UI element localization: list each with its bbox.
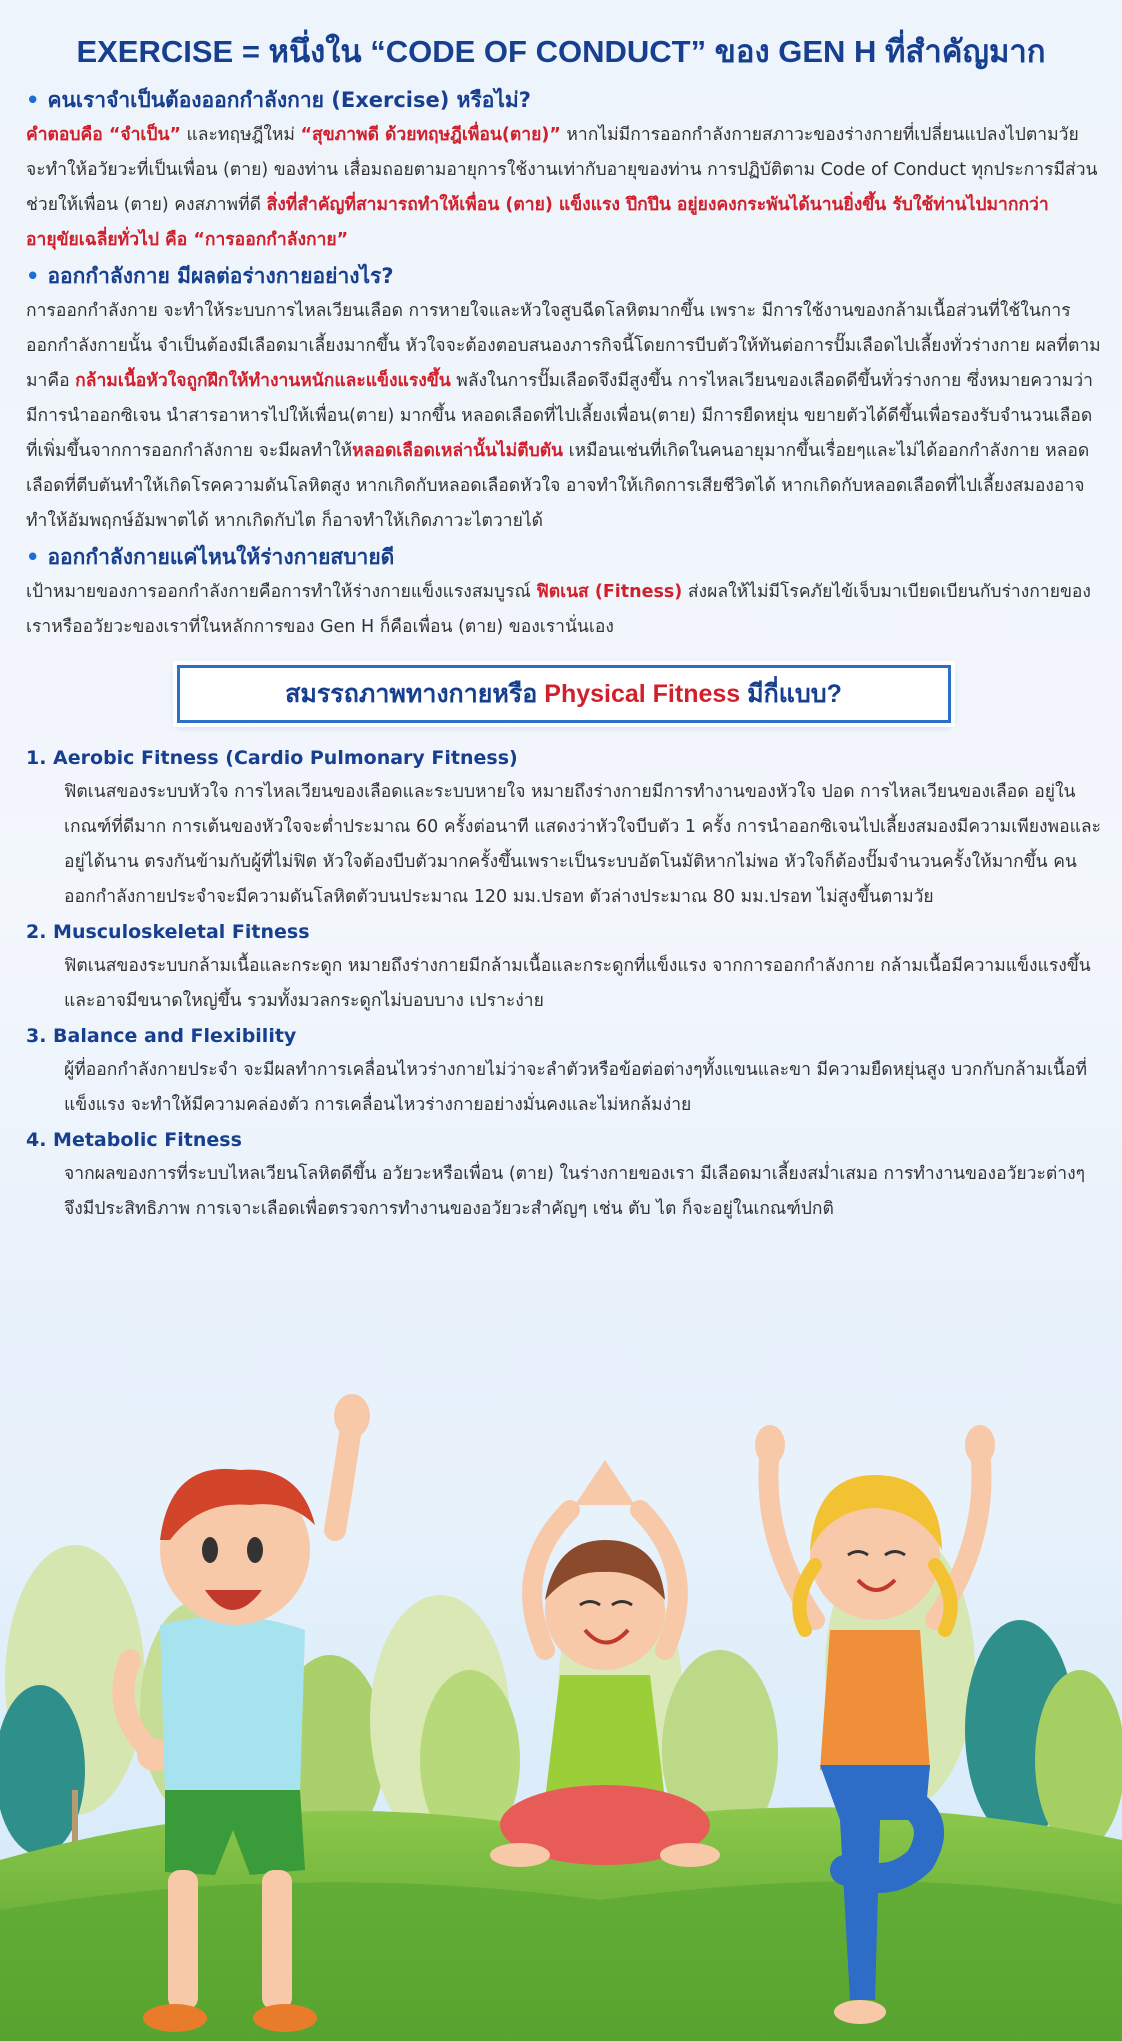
section-heading-how-much: [26, 539, 1101, 575]
highlight-heart-muscle: กล้ามเนื้อหัวใจถูกฝึกให้ทำงานหนักและแข็งแรงขึ้น: [75, 371, 451, 391]
highlight-vessels: หลอดเลือดเหล่านั้นไม่ตีบตัน: [352, 441, 564, 461]
section-heading-effects: [26, 258, 1101, 294]
fitness-type-text: ฟิตเนสของระบบกล้ามเนื้อและกระดูก หมายถึงร่างกายมีกล้ามเนื้อและกระดูกที่แข็งแรง จากการออกกำลังกาย กล้ามเนื้อมีความแข็งแรงขึ้นและอาจมีขนาดใหญ่ขึ้น รวมทั้งมวลกระดูกไม่บอบบาง เปราะง่าย: [64, 956, 1091, 1011]
text-run: และทฤษฎีใหม่: [180, 125, 301, 145]
text-run: เป้าหมายของการออกกำลังกายคือการทำให้ร่างกายแข็งแรงสมบูรณ์: [26, 582, 537, 602]
highlight-key-point: สิ่งที่สำคัญที่สามารถทำให้เพื่อน (ตาย) แข็งแรง ปึกปึน อยู่ยงคงกระพันได้นานยิ่งขึ้น รับใช้ท่านไปมากกว่าอายุขัยเฉลี่ยทั่วไป คือ “การออกกำลังกาย”: [26, 195, 1049, 250]
heading-text: ออกกำลังกายแค่ไหนให้ร่างกายสบายดี: [47, 545, 395, 569]
section-paragraph-how-much: [26, 575, 1101, 645]
fitness-type-text: จากผลของการที่ระบบไหลเวียนโลหิตดีขึ้น อวัยวะหรือเพื่อน (ตาย) ในร่างกายของเรา มีเลือดมาเลี้ยงสม่ำเสมอ การทำงานของอวัยวะต่างๆจึงมีประสิทธิภาพ การเจาะเลือดเพื่อตรวจการทำงานของอวัยวะสำคัญๆ เช่น ตับ ไต ก็จะอยู่ในเกณฑ์ปกติ: [64, 1164, 1086, 1219]
heading-text: ออกกำลังกาย มีผลต่อร่างกายอย่างไร?: [47, 264, 394, 288]
section-paragraph-need-exercise: [26, 118, 1101, 258]
fitness-type-title: 2. Musculoskeletal Fitness: [26, 921, 310, 943]
fitness-type-title: 4. Metabolic Fitness: [26, 1129, 242, 1151]
box-text: สมรรถภาพทางกายหรือ: [285, 680, 545, 708]
highlight-answer: คำตอบคือ “จำเป็น”: [26, 125, 181, 145]
heading-text: คนเราจำเป็นต้องออกกำลังกาย (Exercise) หรือไม่?: [47, 88, 531, 112]
bullet-dot-icon: •: [26, 545, 40, 569]
fitness-type-title: 1. Aerobic Fitness (Cardio Pulmonary Fitness): [26, 747, 518, 769]
bullet-dot-icon: •: [26, 88, 40, 112]
page-title: EXERCISE = หนึ่งใน “CODE OF CONDUCT” ของ GEN H ที่สำคัญมาก: [76, 34, 1046, 69]
section-heading-need-exercise: [26, 82, 1101, 118]
article-body: [26, 82, 1101, 1227]
bullet-dot-icon: •: [26, 264, 40, 288]
physical-fitness-box: [177, 665, 951, 723]
fitness-type-text: ฟิตเนสของระบบหัวใจ การไหลเวียนของเลือดและระบบหายใจ หมายถึงร่างกายมีการทำงานของหัวใจ ปอด การไหลเวียนของเลือด อยู่ในเกณฑ์ที่ดีมาก การเต้นของหัวใจจะต่ำประมาณ 60 ครั้งต่อนาที แสดงว่าหัวใจบีบตัว 1 ครั้ง การนำออกซิเจนไปเลี้ยงสมองมีความเพียงพอและอยู่ได้นาน ตรงกันข้ามกับผู้ที่ไม่ฟิต หัวใจต้องบีบตัวมากครั้งขึ้นเพราะเป็นระบบอัตโนมัติหากไม่พอ หัวใจก็ต้องปั๊มจำนวนครั้งให้มากขึ้น คนออกกำลังกายประจำจะมีความดันโลหิตตัวบนประมาณ 120 มม.ปรอท ตัวล่างประมาณ 80 มม.ปรอท ไม่สูงขึ้นตามวัย: [64, 782, 1101, 907]
highlight-fitness: ฟิตเนส (Fitness): [536, 582, 683, 602]
highlight-theory: “สุขภาพดี ด้วยทฤษฎีเพื่อน(ตาย)”: [300, 125, 561, 145]
kids-exercising-illustration: [0, 1390, 1122, 2041]
text-run: พลังในการปั๊มเลือดจึงมีสูงขึ้น การไหลเวียนของเลือดดีขึ้นทั่วร่างกาย ซึ่งหมายความว่ามีการนำออกซิเจน นำสารอาหารไปให้เพื่อน(ตาย) มากขึ้น หลอดเลือดที่ไปเลี้ยงเพื่อน(ตาย) มีการยืดหยุ่น ขยายตัวได้ดีขึ้นเพื่อรองรับจำนวนเลือดที่เพิ่มขึ้นจากการออกกำลังกาย จะมีผลทำให้: [26, 371, 1093, 461]
text-run: ส่งผลให้ไม่มีโรคภัยไข้เจ็บมาเบียดเบียนกับร่างกายของเราหรืออวัยวะของเราที่ในหลักการของ Gen H ก็คือเพื่อน (ตาย) ของเรานั่นเอง: [26, 582, 1091, 637]
fitness-type-text: ผู้ที่ออกกำลังกายประจำ จะมีผลทำการเคลื่อนไหวร่างกายไม่ว่าจะลำตัวหรือข้อต่อต่างๆทั้งแขนและขา มีความยืดหยุ่นสูง บวกกับกล้ามเนื้อที่แข็งแรง จะทำให้มีความคล่องตัว การเคลื่อนไหวร่างกายอย่างมั่นคงและไม่หกล้มง่าย: [64, 1060, 1088, 1115]
fitness-type-list: [26, 741, 1101, 1227]
fitness-type-title: 3. Balance and Flexibility: [26, 1025, 297, 1047]
section-paragraph-effects: [26, 294, 1101, 539]
text-run: หากไม่มีการออกกำลังกายสภาวะของร่างกายที่เปลี่ยนแปลงไปตามวัย จะทำให้อวัยวะที่เป็นเพื่อน (ตาย) ของท่าน เสื่อมถอยตามอายุการใช้งานเท่ากับอายุของท่าน การปฏิบัติตาม Code of Conduct ทุกประการมีส่วนช่วยให้เพื่อน (ตาย) คงสภาพที่ดี: [26, 125, 1098, 215]
box-text: มีกี่แบบ?: [740, 680, 842, 708]
text-run: เหมือนเช่นที่เกิดในคนอายุมากขึ้นเรื่อยๆและไม่ได้ออกกำลังกาย หลอดเลือดที่ตีบตันทำให้เกิดโรคความดันโลหิตสูง หากเกิดกับหลอดเลือดหัวใจ อาจทำให้เกิดการเสียชีวิตได้ หากเกิดกับหลอดเลือดที่ไปเลี้ยงสมองอาจทำให้อัมพฤกษ์อัมพาตได้ หากเกิดกับไต ก็อาจทำให้เกิดภาวะไตวายได้: [26, 441, 1090, 531]
box-highlight: Physical Fitness: [544, 680, 741, 708]
text-run: การออกกำลังกาย จะทำให้ระบบการไหลเวียนเลือด การหายใจและหัวใจสูบฉีดโลหิตมากขึ้น เพราะ มีการใช้งานของกล้ามเนื้อส่วนที่ใช้ในการออกกำลังกายนั้น จำเป็นต้องมีเลือดมาเลี้ยงมากขึ้น หัวใจจะต้องตอบสนองภารกิจนี้โดยการบีบตัวให้ทันต่อการปั๊มเลือดไปเลี้ยงทั่วร่างกาย ผลที่ตามมาคือ: [26, 301, 1101, 391]
